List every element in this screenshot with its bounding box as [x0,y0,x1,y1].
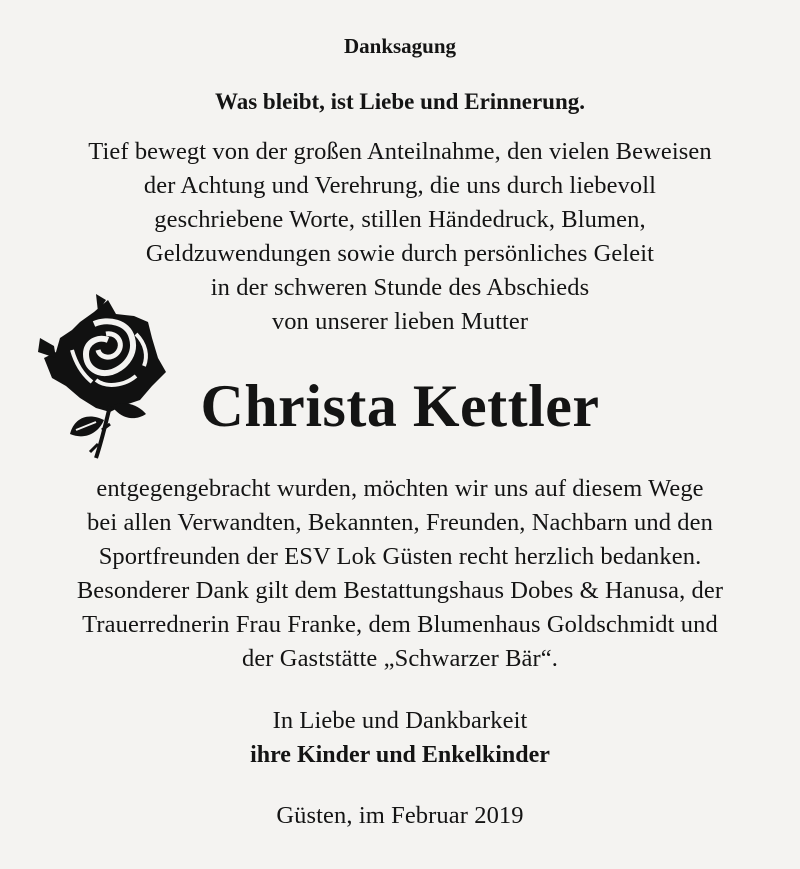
notice-title: Danksagung [343,34,457,58]
thanks-line: Trauerrednerin Frau Franke, dem Blumenhaus Goldschmidt und [82,611,718,638]
intro-line: der Achtung und Verehrung, die uns durch liebevoll [143,172,657,199]
intro-line: Tief bewegt von der großen Anteilnahme, den vielen Beweisen [88,138,712,165]
thanks-line: entgegengebracht wurden, möchten wir uns auf diesem Wege [96,475,704,502]
thanks-line: bei allen Verwandten, Bekannten, Freunden, Nachbarn und den [87,509,713,536]
thanks-line: der Gaststätte „Schwarzer Bär“. [241,645,558,672]
intro-line: Geldzuwendungen sowie durch persönliches Geleit [145,240,655,267]
intro-line: in der schweren Stunde des Abschieds [210,274,590,301]
intro-line: von unserer lieben Mutter [271,308,529,335]
place-date: Güsten, im Februar 2019 [276,802,524,829]
signature: ihre Kinder und Enkelkinder [250,742,550,768]
intro-line: geschriebene Worte, stillen Händedruck, Blumen, [154,206,646,233]
thanks-line: Sportfreunden der ESV Lok Güsten recht herzlich bedanken. [98,543,702,570]
motto: Was bleibt, ist Liebe und Erinnerung. [215,89,585,114]
thanks-line: Besonderer Dank gilt dem Bestattungshaus Dobes & Hanusa, der [76,577,724,604]
deceased-name: Christa Kettler [200,373,600,439]
closing-phrase: In Liebe und Dankbarkeit [272,707,528,734]
